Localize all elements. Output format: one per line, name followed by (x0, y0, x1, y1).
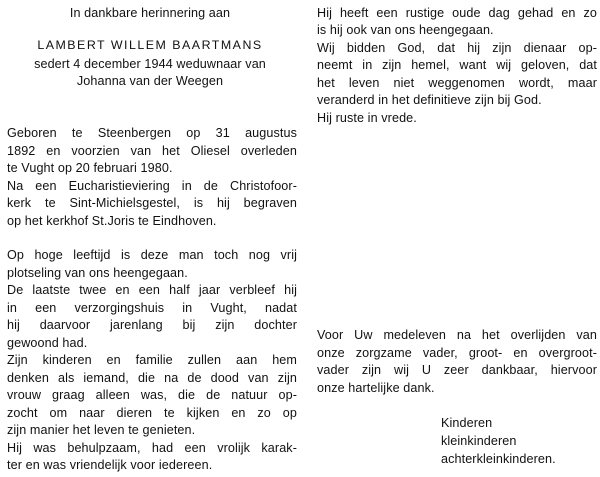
prayer-line-3: het leven niet weggenomen wordt, maar (317, 76, 597, 90)
intro-text: In dankbare herinnering aan (69, 6, 231, 20)
rest-line-1: Hij heeft een rustige oude dag gehad en zo (317, 6, 597, 20)
passing-line-1: Op hoge leeftijd is deze man toch nog vrij (7, 248, 297, 262)
funeral-line-1: Na een Eucharistieviering in de Christofoor- (7, 179, 297, 193)
deceased-name: LAMBERT WILLEM BAARTMANS (37, 38, 263, 52)
thanks-line-4: onze hartelijke dank. (317, 381, 435, 395)
memory-line-2: denken als iemand, die na de dood van zijn (7, 371, 297, 385)
birth-line-2: 1892 en voorzien van het Oliesel overleden (7, 144, 297, 158)
memory-line-3: vrouw graag alleen was, die de natuur op- (7, 388, 297, 402)
birth-line-1: Geboren te Steenbergen op 31 augustus (7, 126, 297, 140)
signature-grandchildren: kleinkinderen (441, 434, 517, 448)
care-line-3: hij daarvoor jarenlang bij zijn dochter (7, 318, 297, 332)
character-line-2: ter en was vriendelijk voor iedereen. (7, 458, 213, 472)
thanks-line-3: vader zijn wij U zeer dankbaar, hiervoor (317, 363, 597, 377)
prayer-line-2: neemt in zijn hemel, want wij geloven, dat (317, 58, 597, 72)
memory-line-5: zijn manier het leven te genieten. (7, 423, 196, 437)
signature-great-grandchildren: achterkleinkinderen. (441, 452, 556, 466)
prayer-line-4: veranderd in het definitieve zijn bij God. (317, 93, 542, 107)
thanks-line-1: Voor Uw medeleven na het overlijden van (317, 328, 597, 342)
signature-children: Kinderen (441, 416, 493, 430)
memory-line-1: Zijn kinderen en familie zullen aan hem (7, 353, 297, 367)
memory-line-4: zocht om naar dieren te kijken en zo op (7, 406, 297, 420)
care-line-4: gewoond had. (7, 336, 88, 350)
care-line-1: De laatste twee en een half jaar verbleef hij (7, 283, 297, 297)
birth-line-3: te Vught op 20 februari 1980. (7, 161, 173, 175)
prayer-line-1: Wij bidden God, dat hij zijn dienaar op- (317, 41, 597, 55)
rest-line-2: is hij ook van ons heengegaan. (317, 23, 494, 37)
funeral-line-2: kerk te Sint-Michielsgestel, is hij begraven (7, 196, 297, 210)
prayer-line-5: Hij ruste in vrede. (317, 111, 417, 125)
funeral-line-3: op het kerkhof St.Joris te Eindhoven. (7, 214, 217, 228)
character-line-1: Hij was behulpzaam, had een vrolijk karak- (7, 441, 297, 455)
passing-line-2: plotseling van ons heengegaan. (7, 266, 188, 280)
spouse-name: Johanna van der Weegen (76, 74, 224, 88)
right-page (300, 0, 600, 477)
thanks-line-2: onze zorgzame vader, groot- en overgroot- (317, 346, 597, 360)
widower-line: sedert 4 december 1944 weduwnaar van (34, 57, 266, 71)
care-line-2: in een verzorgingshuis in Vught, nadat (7, 301, 297, 315)
